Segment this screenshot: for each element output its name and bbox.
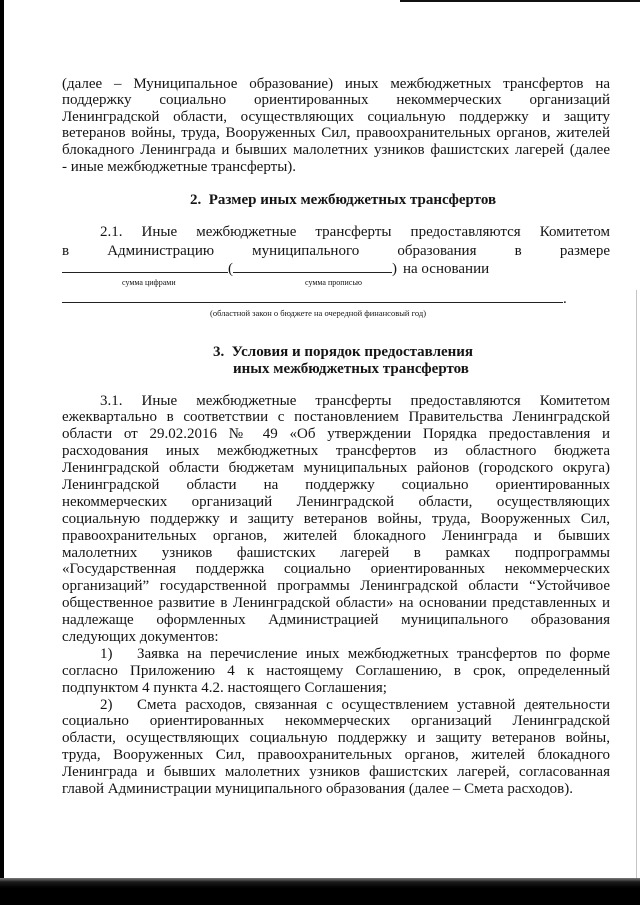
item-text-line: согласно Приложению 4 к настоящему Соглашению, в срок, определенный <box>62 662 610 679</box>
scan-border-top <box>400 0 640 2</box>
amount-words-caption: сумма прописью <box>305 278 362 287</box>
paragraph-line: социальную поддержку и защиту ветеранов войны, труда, Вооруженных Сил, <box>62 510 610 527</box>
paragraph-line: Ленинградской области, осуществляющих социальную поддержку и защиту <box>62 108 610 125</box>
item-text-line: главой Администрации муниципального образования (далее – Смета расходов). <box>62 780 573 797</box>
paragraph-line: ветеранов войны, труда, Вооруженных Сил, правоохранительных органов, жителей <box>62 125 610 142</box>
section-3-heading-line: иных межбюджетных трансфертов <box>233 360 469 377</box>
document-item-1 <box>62 646 610 663</box>
amount-digits-blank <box>62 260 228 273</box>
item-marker: 1) <box>100 645 113 662</box>
paragraph-line: блокадного Ленинграда и бывших малолетних узников фашистских лагерей (далее <box>62 142 610 159</box>
paragraph-line: правоохранительных органов, жителей блокадного Ленинграда и бывших <box>62 527 610 544</box>
amount-close-paren: ) <box>392 260 397 277</box>
section-3-heading-line: 3. Условия и порядок предоставления <box>213 343 474 360</box>
paragraph-line: «Государственная поддержка социально ориентированных некоммерческих <box>62 561 610 578</box>
clause-3-1 <box>62 393 610 798</box>
amount-digits-caption: сумма цифрами <box>122 278 176 287</box>
paragraph-line: малолетних узников фашистских лагерей в рамках подпрограммы <box>62 544 610 561</box>
amount-open-paren: ( <box>228 260 233 277</box>
paragraph-line: - иные межбюджетные трансферты). <box>62 158 297 175</box>
paragraph-line: области от 29.02.2016 № 49 «Об утверждении Порядка предоставления и <box>62 426 610 443</box>
item-text-line: Смета расходов, связанная с осуществлением уставной деятельности <box>137 696 610 713</box>
paragraph-line: Ленинградской области бюджетам муниципальных районов (городского округа) <box>62 460 610 477</box>
intro-paragraph <box>62 76 610 176</box>
amount-line <box>62 260 610 277</box>
paragraph-line: Ленинградской области на поддержку социально ориентированных <box>62 476 610 493</box>
item-text-line: Заявка на перечисление иных межбюджетных трансфертов по форме <box>137 645 610 662</box>
paragraph-line: расходования иных межбюджетных трансфертов из областного бюджета <box>62 443 610 460</box>
paragraph-line: следующих документов: <box>62 628 219 645</box>
clause-2-1 <box>62 224 610 241</box>
scan-border-right <box>636 290 637 880</box>
paragraph-line: 2.1. Иные межбюджетные трансферты предоставляются Комитетом <box>100 223 610 240</box>
budget-law-line-end: . <box>563 291 567 307</box>
budget-law-blank <box>62 290 563 303</box>
budget-law-caption: (областной закон о бюджете на очередной финансовый год) <box>210 308 427 318</box>
item-text-line: социально ориентированных некоммерческих организаций Ленинградской <box>62 713 610 730</box>
clause-2-1-continued <box>62 243 610 260</box>
paragraph-line: некоммерческих организаций Ленинградской области, осуществляющих <box>62 493 610 510</box>
paragraph-line: организаций” государственной программы Ленинградской области “Устойчивое <box>62 578 610 595</box>
item-text-line: Ленинграда и бывших малолетних узников фашистских лагерей, согласованная <box>62 764 610 781</box>
paragraph-line: 3.1. Иные межбюджетные трансферты предоставляются Комитетом <box>100 392 610 409</box>
paragraph-line: общественное развитие в Ленинградской области» на основании представленных и <box>62 595 610 612</box>
item-marker: 2) <box>100 696 113 713</box>
paragraph-line: ежеквартально в соответствии с постановлением Правительства Ленинградской <box>62 409 610 426</box>
budget-law-line <box>62 290 610 307</box>
basis-text: на основании <box>403 260 490 277</box>
item-text-line: труда, Вооруженных Сил, правоохранительных органов, жителей блокадного <box>62 747 610 764</box>
paragraph-line: (далее – Муниципальное образование) иных межбюджетных трансфертов на <box>62 75 610 92</box>
item-text-line: подпунктом 4 пункта 4.2. настоящего Соглашения; <box>62 679 387 696</box>
document-item-2 <box>62 697 610 714</box>
paragraph-line: поддержку социально ориентированных некоммерческих организаций <box>62 92 610 109</box>
scan-border-bottom <box>0 878 640 905</box>
section-2-heading: 2. Размер иных межбюджетных трансфертов <box>190 191 497 208</box>
amount-words-blank <box>233 260 392 273</box>
paragraph-line: надлежаще оформленных Администрацией муниципального образования <box>62 612 610 629</box>
scan-border-left <box>0 0 4 905</box>
item-text-line: области, осуществляющих социальную поддержку и защиту ветеранов войны, <box>62 730 610 747</box>
paragraph-line: в Администрацию муниципального образования в размере <box>62 242 610 259</box>
